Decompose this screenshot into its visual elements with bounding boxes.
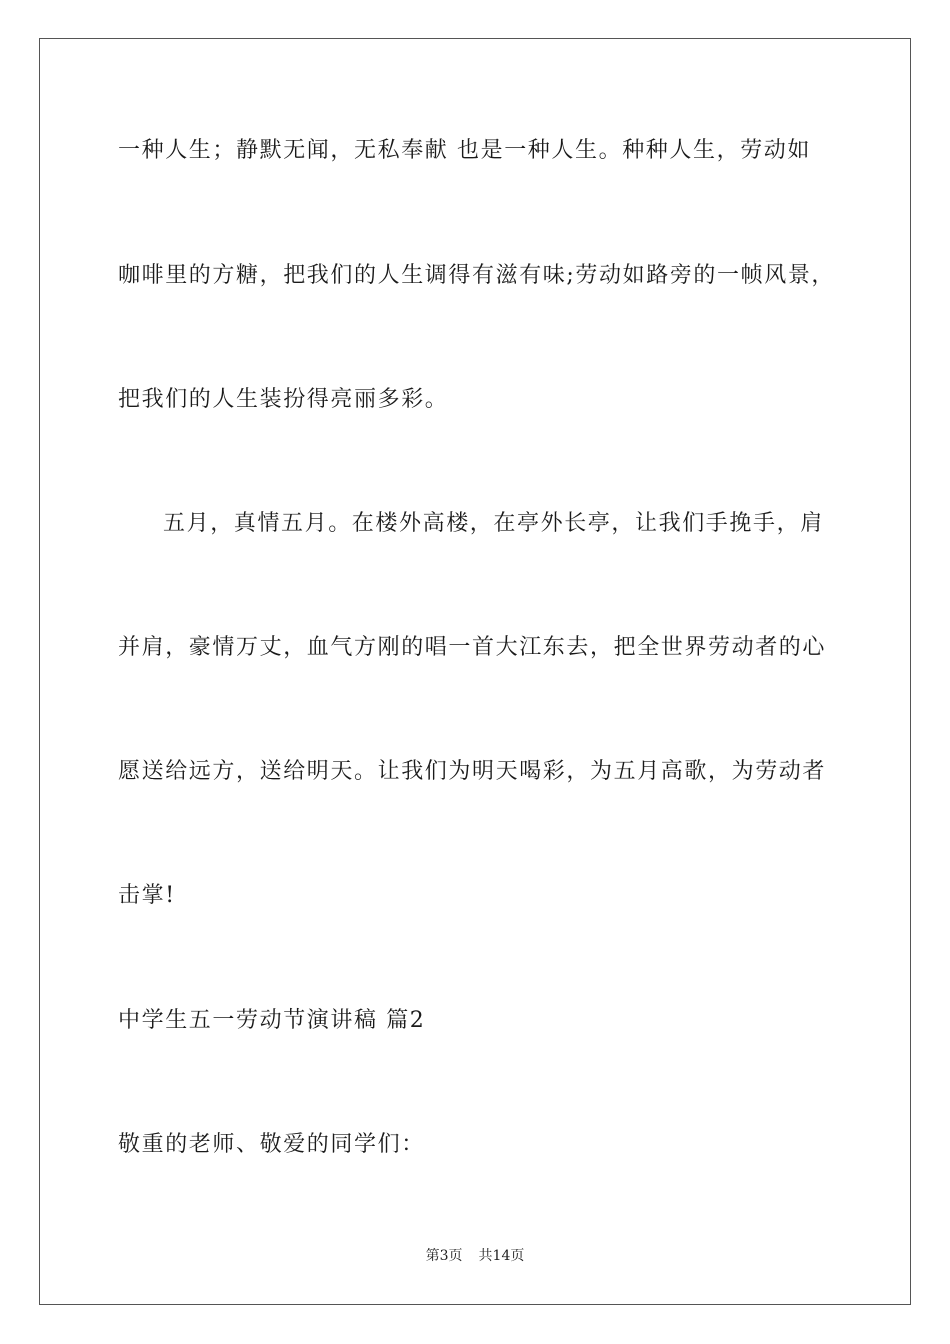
section-heading: 中学生五一劳动节演讲稿 篇2 — [118, 1008, 426, 1033]
total-pages: 共14页 — [478, 1248, 525, 1264]
body-line-6: 愿送给远方，送给明天。让我们为明天喝彩，为五月高歌，为劳动者 — [118, 759, 827, 784]
page-border — [39, 38, 911, 1305]
body-line-3: 把我们的人生装扮得亮丽多彩。 — [118, 387, 449, 412]
page-number: 第3页 — [425, 1248, 463, 1264]
body-line-5: 并肩，豪情万丈，血气方刚的唱一首大江东去，把全世界劳动者的心 — [118, 635, 827, 660]
body-line-1: 一种人生；静默无闻，无私奉献 也是一种人生。种种人生，劳动如 — [118, 138, 811, 163]
salutation-line: 敬重的老师、敬爱的同学们： — [118, 1132, 425, 1157]
paragraph-indented-line: 五月，真情五月。在楼外高楼，在亭外长亭，让我们手挽手，肩 — [163, 511, 824, 536]
page-footer — [0, 1246, 950, 1266]
body-line-2: 咖啡里的方糖，把我们的人生调得有滋有味;劳动如路旁的一帧风景， — [118, 263, 836, 288]
body-line-7: 击掌! — [118, 883, 176, 908]
